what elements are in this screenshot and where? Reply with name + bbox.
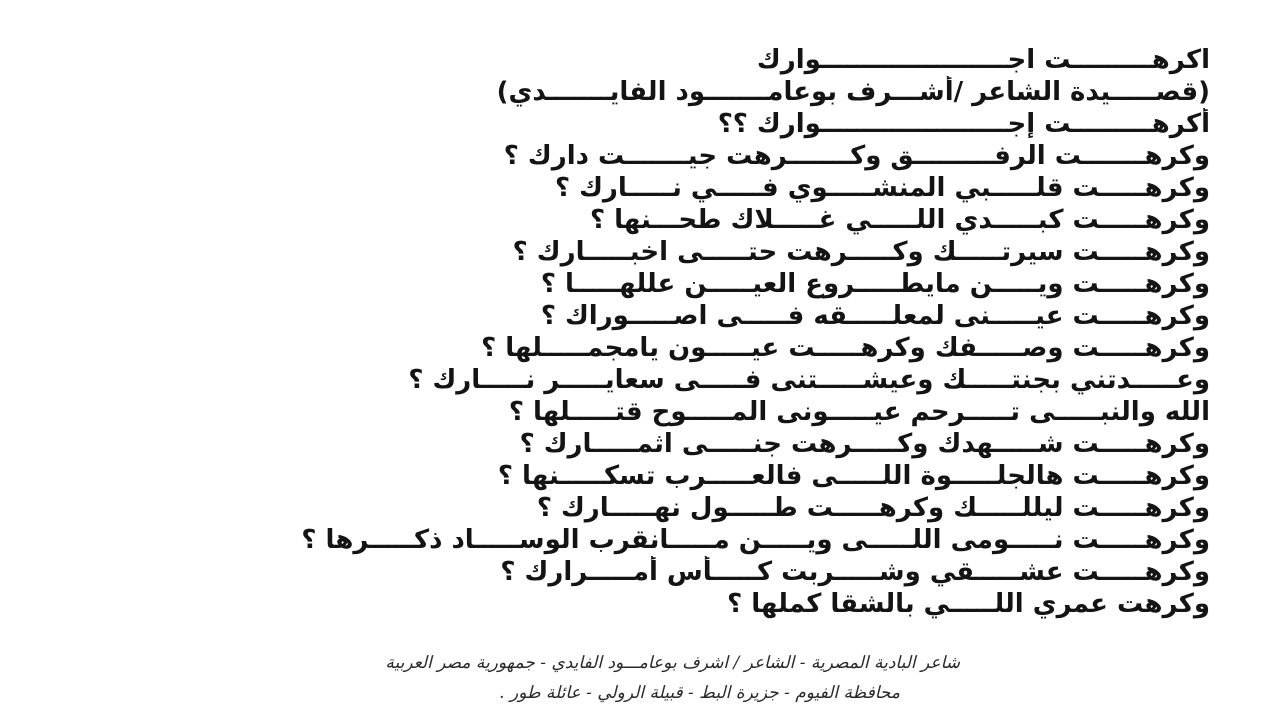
footer-line-poet: شاعر البادية المصرية - الشاعر / اشرف بوعامـــود الفايدي - جمهورية مصر العربية <box>385 653 960 673</box>
poem-line: وكرهـــــت ويـــــن مايطـــــروع العيـــــن عللهـــــا ؟ <box>540 269 1210 299</box>
poem-line: الله والنبـــــى تـــــرحم عيـــــونى المـــــوح قتـــــلها ؟ <box>508 397 1210 427</box>
poet-signature-note <box>230 648 960 708</box>
poem-line: وعـــــدتني بجنتـــــك وعيشـــــتنى فـــــى سعايـــــر نـــــارك ؟ <box>408 365 1210 395</box>
poem-line: وكرهـــــت شـــــهدك وكـــــرهت جنـــــى اثمـــــارك ؟ <box>519 429 1210 459</box>
poem-line: وكرهت عمري اللـــــي بالشقا كملها ؟ <box>727 589 1210 619</box>
poem-line: وكرهـــــــت الرفـــــــــق وكـــــــرهت جيـــــــت دارك ؟ <box>503 141 1210 171</box>
poem-text <box>95 44 1210 620</box>
poem-line: أكرهـــــــــت إجـــــــــــــــــــــوارك ؟؟ <box>717 109 1210 139</box>
poem-line: وكرهـــــت وصـــــفك وكرهـــــت عيـــــون يامجمـــــلها ؟ <box>481 333 1210 363</box>
poem-line: وكرهـــــت قلـــــبي المنشـــــوي فـــــي نـــــارك ؟ <box>554 173 1210 203</box>
poem-title: اكرهـــــــــت اجـــــــــــــــــــــوارك <box>756 45 1210 75</box>
footer-line-origin: محافظة الفيوم - جزيرة البط - قبيلة الرولي - عائلة طور . <box>499 683 900 703</box>
poem-line: وكرهـــــت نـــــومى اللـــــى ويـــــن مـــــانقرب الوســـــاد ذكـــــرها ؟ <box>301 525 1210 555</box>
poem-subtitle: (قصـــــيدة الشاعر /أشـــرف بوعامـــــــود الفايـــــــدي) <box>496 77 1210 107</box>
poem-line: وكرهـــــت عيـــــنى لمعلـــــقه فـــــى اصـــــوراك ؟ <box>540 301 1210 331</box>
poem-line: وكرهـــــت سيرتـــــك وكـــــرهت حتـــــى اخبـــــارك ؟ <box>512 237 1210 267</box>
poem-line: وكرهـــــت عشـــــقي وشـــــربت كـــــأس أمـــــرارك ؟ <box>500 557 1210 587</box>
poem-line: وكرهـــــت هالجلـــــوة اللـــــى فالعـــــرب تسكـــــنها ؟ <box>497 461 1210 491</box>
poem-line: وكرهـــــت ليللـــــك وكرهـــــت طـــــول نهـــــارك ؟ <box>536 493 1210 523</box>
poem-line: وكرهـــــت كبـــــدي اللـــــي غـــــلاك طحـــنها ؟ <box>589 205 1210 235</box>
